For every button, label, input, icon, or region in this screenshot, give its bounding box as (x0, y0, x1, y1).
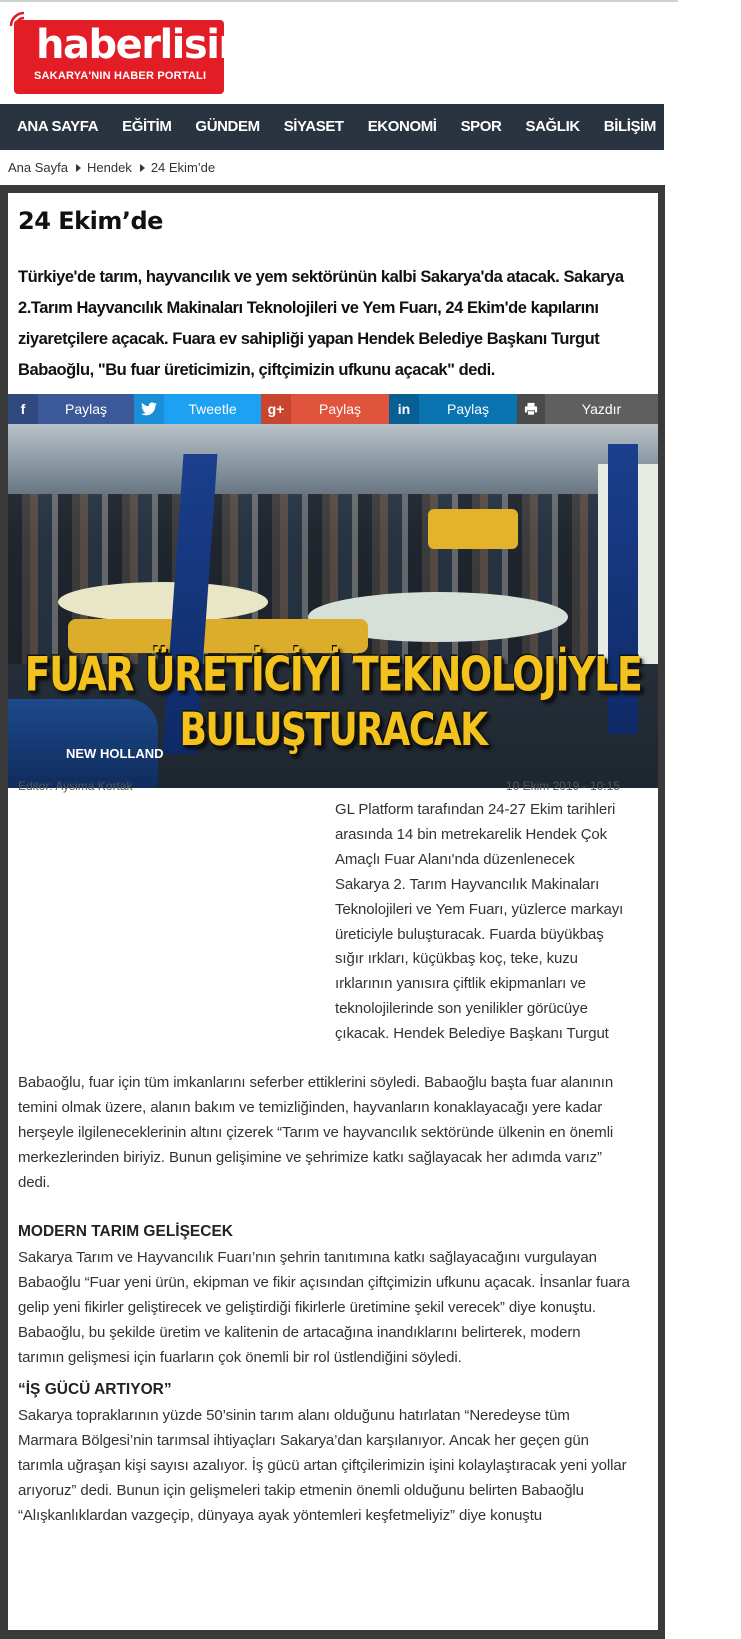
logo-name: haberlisin (36, 22, 246, 68)
bottom-border (0, 1630, 665, 1639)
site-logo[interactable] (6, 8, 246, 94)
nav-item-spor[interactable]: SPOR (460, 118, 502, 135)
chevron-right-icon (140, 164, 145, 172)
breadcrumb-current: 24 Ekim’de (150, 160, 216, 175)
main-nav (0, 104, 729, 150)
print-icon (517, 394, 545, 424)
image-headline-line1: FUAR ÜRETİCİYİ TEKNOLOJİYLE (24, 646, 642, 702)
twitter-icon (134, 394, 164, 424)
share-label: Yazdır (581, 401, 622, 417)
image-headline-line2: BULUŞTURACAK (179, 704, 487, 757)
share-label: Paylaş (446, 401, 490, 417)
article-paragraph-intro-cont: Babaoğlu, fuar için tüm imkanlarını seferber ettiklerini söyledi. Babaoğlu başta fuar alanının temini olmak üzere, alanın bakım ve temizliğinden, hayvanların konaklayacağı yere kadar herşeyle ilgileneceklerinin altını çizerek “Tarım ve hayvancılık sektöründe ülkenin en önemli merkezlerinden biriyiz. Bunun gelişimine ve şehrimize katkı sağlayacak her adımda varız” dedi. (18, 1074, 614, 1191)
nav-item-saglik[interactable]: SAĞLIK (525, 118, 580, 135)
share-label: Paylaş (64, 401, 108, 417)
top-divider (0, 0, 678, 2)
article-editor: Editor: Aysima Kortak (18, 779, 133, 793)
article-paragraph-isgucu: Sakarya topraklarının yüzde 50’sinin tarım alanı olduğunu hatırlatan “Neredeyse tüm Marmara Bölgesi’nin tarımsal ihtiyaçları Sakarya’dan karşılanıyor. Ancak her geçen gün tarımla uğraşan kişi sayısı azalıyor. İş gücü artan çiftçilerimizin işini kolaylaştıracak yeni yollar arıyoruz” dedi. Bunun için gelişmeleri takip etmenin önemli olduğunu belirten Babaoğlu “Alışkanlıklardan vazgeçip, dünyaya ayak yöntemleri keşfetmeliyiz” diye konuştu (18, 1407, 627, 1524)
article-paragraph-modern: Sakarya Tarım ve Hayvancılık Fuarı’nın şehrin tanıtımına katkı sağlayacağını vurgulayan Babaoğlu “Fuar yeni ürün, ekipman ve fikir açısından çiftçimizin ufkunu açacak. İnsanlar fuara gelip yeni fikirler geliştirecek ve geliştirdiği fikirlerle üretimine şekil verecek” diye konuştu. Babaoğlu, bu şekilde üretim ve kalitenin de artacağına inandıklarını belirterek, modern tarımın gelişmesi için fuarların çok önemli bir rol üstlendiğini söyledi. (18, 1249, 630, 1366)
nav-item-siyaset[interactable]: SİYASET (283, 118, 344, 135)
article-image (8, 424, 658, 788)
facebook-share-button[interactable] (8, 394, 134, 424)
share-bar (8, 394, 658, 424)
article-summary: Türkiye'de tarım, hayvancılık ve yem sektörünün kalbi Sakarya'da atacak. Sakarya 2.Tarım Hayvancılık Makinaları Teknolojileri ve Yem Fuarı, 24 Ekim'de kapılarını ziyaretçilere açacak. Fuara ev sahipliği yapan Hendek Belediye Başkanı Turgut Babaoğlu, "Bu fuar üreticimizin, çiftçimizin ufkunu açacak" dedi. (18, 268, 624, 379)
share-label: Tweetle (188, 401, 237, 417)
chevron-right-icon (76, 164, 81, 172)
breadcrumb-home[interactable]: Ana Sayfa (8, 160, 68, 175)
section-heading-isgucu: “İŞ GÜCÜ ARTIYOR” (18, 1381, 172, 1398)
article-paragraph-intro: GL Platform tarafından 24-27 Ekim tarihleri arasında 14 bin metrekarelik Hendek Çok Amaçlı Fuar Alanı'nda düzenlenecek Sakarya 2. Tarım Hayvancılık Makinaları Teknolojileri ve Yem Fuarı, yüzlerce markayı üreticiyle buluşturacak. Fuarda büyükbaş sığır ırkları, küçükbaş koç, teke, kuzu ırklarının yanısıra çiftlik ekipmanları ve teknolojilerinde son yenilikler görücüye çıkacak. Hendek Belediye Başkanı Turgut (335, 801, 624, 1043)
print-button[interactable] (517, 394, 658, 424)
nav-item-sanat[interactable]: SANAT (679, 118, 729, 135)
breadcrumb-category[interactable]: Hendek (87, 160, 132, 175)
twitter-share-button[interactable] (134, 394, 261, 424)
nav-item-ekonomi[interactable]: EKONOMİ (367, 118, 437, 135)
nav-item-bilisim[interactable]: BİLİŞİM (603, 118, 656, 135)
nav-item-ana-sayfa[interactable]: ANA SAYFA (17, 118, 99, 135)
nav-item-gundem[interactable]: GÜNDEM (195, 118, 260, 135)
nav-item-egitim[interactable]: EĞİTİM (122, 118, 172, 135)
linkedin-share-button[interactable] (389, 394, 517, 424)
share-label: Paylaş (318, 401, 362, 417)
facebook-icon: f (8, 394, 38, 424)
google-plus-icon: g+ (261, 394, 291, 424)
image-brand-text: NEW HOLLAND (66, 746, 164, 761)
logo-tagline: SAKARYA'NIN HABER PORTALI (34, 70, 207, 82)
linkedin-icon: in (389, 394, 419, 424)
section-heading-modern: MODERN TARIM GELİŞECEK (18, 1223, 233, 1240)
google-plus-share-button[interactable] (261, 394, 389, 424)
page-title: 24 Ekim’de (18, 207, 163, 235)
article-date: 10 Ekim 2019 - 10:15 (505, 779, 620, 793)
breadcrumb (8, 160, 215, 175)
